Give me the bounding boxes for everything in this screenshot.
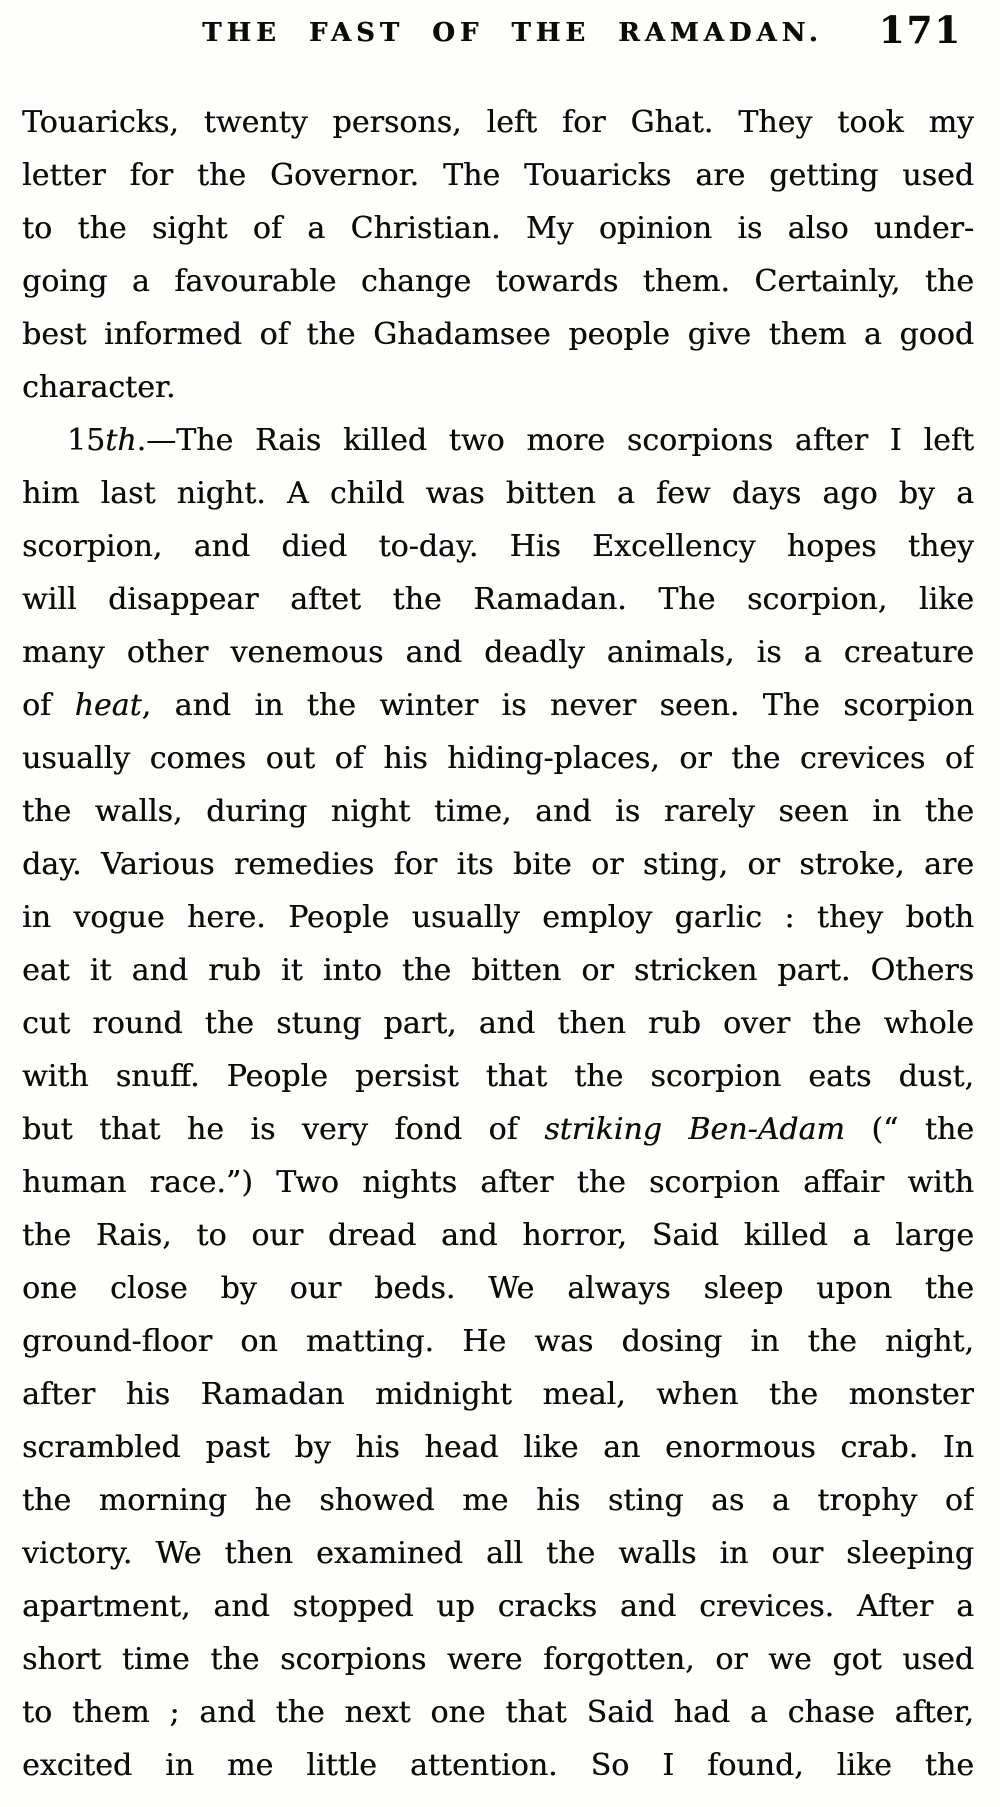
text-run: usually comes out of his hiding-places, or the crevices of xyxy=(22,741,974,776)
text-run: (“ the xyxy=(844,1112,974,1147)
text-line xyxy=(22,1527,974,1580)
text-line xyxy=(22,1315,974,1368)
text-line xyxy=(22,202,974,255)
text-line xyxy=(22,1156,974,1209)
text-line xyxy=(22,308,974,361)
italic-run: heat xyxy=(74,688,142,723)
text-run: best informed of the Ghadamsee people give them a good xyxy=(22,317,974,352)
text-run: excited in me little attention. So I found, like the xyxy=(22,1748,974,1783)
text-run: cut round the stung part, and then rub over the whole xyxy=(22,1006,974,1041)
text-run: to the sight of a Christian. My opinion is also under- xyxy=(22,211,974,246)
text-run: human race.”) Two nights after the scorpion affair with xyxy=(22,1165,974,1200)
text-run: many other venemous and deadly animals, is a creature xyxy=(22,635,974,670)
text-line xyxy=(22,467,974,520)
text-line xyxy=(22,520,974,573)
text-line xyxy=(22,1209,974,1262)
page-number: 171 xyxy=(878,8,962,52)
text-run: him last night. A child was bitten a few days ago by a xyxy=(22,476,974,511)
text-line xyxy=(22,1633,974,1686)
text-line xyxy=(22,1686,974,1739)
text-run: letter for the Governor. The Touaricks are getting used xyxy=(22,158,974,193)
text-run: the Rais, to our dread and horror, Said killed a large xyxy=(22,1218,974,1253)
text-line xyxy=(22,1262,974,1315)
text-line xyxy=(22,679,974,732)
text-run: scrambled past by his head like an enormous crab. In xyxy=(22,1430,974,1465)
text-run: one close by our beds. We always sleep upon the xyxy=(22,1271,974,1306)
text-run: apartment, and stopped up cracks and crevices. After a xyxy=(22,1589,974,1624)
text-run: scorpion, and died to-day. His Excellency hopes they xyxy=(22,529,974,564)
text-run: will disappear aftet the Ramadan. The scorpion, like xyxy=(22,582,974,617)
text-run: character. xyxy=(22,370,176,405)
text-run: 15 xyxy=(67,423,106,458)
text-line xyxy=(22,255,974,308)
text-line xyxy=(22,414,974,467)
text-line xyxy=(22,732,974,785)
text-run: of xyxy=(22,688,75,723)
text-run: with snuff. People persist that the scorpion eats dust, xyxy=(22,1059,974,1094)
italic-run: striking Ben-Adam xyxy=(544,1112,845,1147)
text-run: the walls, during night time, and is rarely seen in the xyxy=(22,794,974,829)
text-line xyxy=(22,944,974,997)
text-run: Touaricks, twenty persons, left for Ghat. They took my xyxy=(22,105,974,140)
text-line xyxy=(22,1474,974,1527)
text-line xyxy=(22,1050,974,1103)
text-line xyxy=(22,785,974,838)
text-run: short time the scorpions were forgotten, or we got used xyxy=(22,1642,974,1677)
text-run: to them ; and the next one that Said had a chase after, xyxy=(22,1695,974,1730)
text-line xyxy=(22,96,974,149)
text-run: day. Various remedies for its bite or sting, or stroke, are xyxy=(22,847,974,882)
running-title: THE FAST OF THE RAMADAN. xyxy=(202,18,823,48)
text-line xyxy=(22,149,974,202)
text-run: ground-floor on matting. He was dosing in the night, xyxy=(22,1324,974,1359)
text-run: .—The Rais killed two more scorpions after I left xyxy=(136,423,974,458)
text-line xyxy=(22,1739,974,1792)
text-run: after his Ramadan midnight meal, when the monster xyxy=(22,1377,974,1412)
text-run: the morning he showed me his sting as a trophy of xyxy=(22,1483,974,1518)
text-line xyxy=(22,1421,974,1474)
text-run: going a favourable change towards them. Certainly, the xyxy=(22,264,974,299)
page-header xyxy=(0,0,1000,72)
text-run: in vogue here. People usually employ garlic : they both xyxy=(22,900,974,935)
text-line xyxy=(22,997,974,1050)
text-line xyxy=(22,573,974,626)
text-run: , and in the winter is never seen. The scorpion xyxy=(141,688,974,723)
text-run: eat it and rub it into the bitten or stricken part. Others xyxy=(22,953,974,988)
text-line xyxy=(22,838,974,891)
text-line xyxy=(22,1103,974,1156)
text-line xyxy=(22,1368,974,1421)
text-line xyxy=(22,891,974,944)
text-run: victory. We then examined all the walls in our sleeping xyxy=(22,1536,974,1571)
text-run: but that he is very fond of xyxy=(22,1112,545,1147)
text-line xyxy=(22,626,974,679)
page-text xyxy=(0,96,1000,1792)
text-line xyxy=(22,361,974,414)
italic-run: th xyxy=(105,423,137,458)
text-line xyxy=(22,1580,974,1633)
